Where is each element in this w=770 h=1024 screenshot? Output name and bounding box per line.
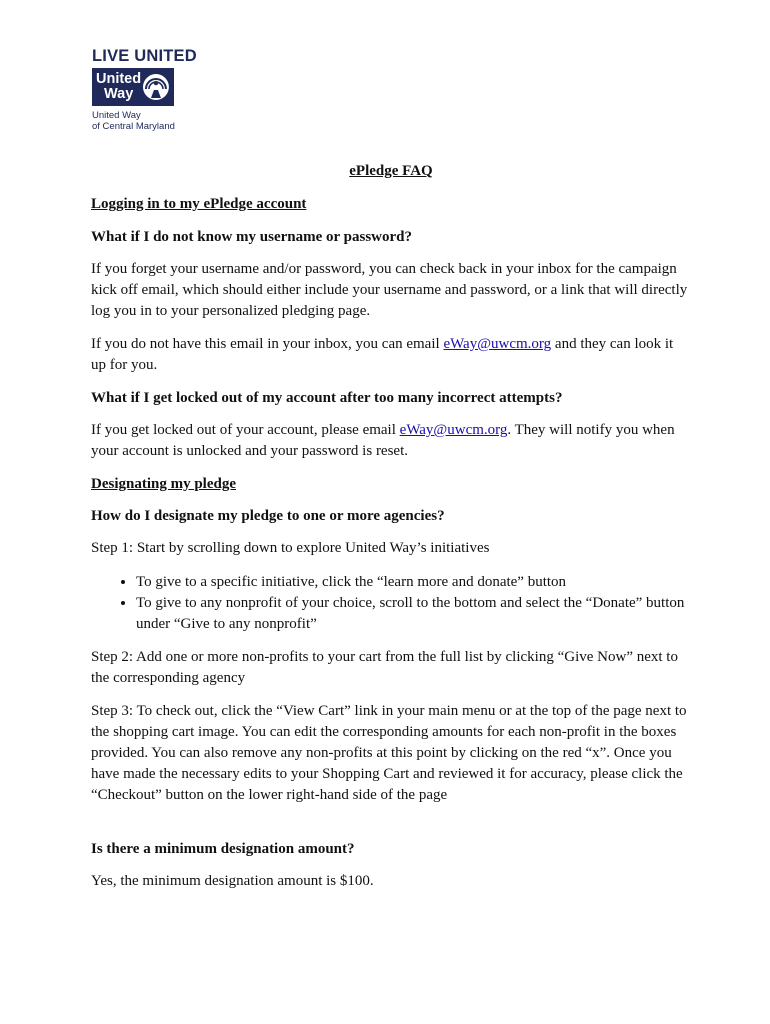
hand-rainbow-icon: [141, 72, 171, 102]
answer-minimum: Yes, the minimum designation amount is $100.: [91, 873, 374, 889]
section-heading-designating: Designating my pledge: [91, 476, 237, 492]
logo-subtitle: [92, 110, 212, 132]
step-2: Step 2: Add one or more non-profits to your cart from the full list by clicking “Give Now” next to the corresponding agency: [91, 649, 678, 686]
logo-box-line2: Way: [104, 86, 134, 102]
document-body: [91, 161, 691, 892]
section-heading-login: Logging in to my ePledge account: [91, 196, 307, 212]
answer-username-password: If you forget your username and/or password, you can check back in your inbox for the campaign kick off email, which should either include your username and password, or a link that will directly log you in to your personalized pledging page.: [91, 261, 688, 319]
logo-tagline: LIVE UNITED: [92, 47, 197, 65]
email-link[interactable]: eWay@uwcm.org: [443, 336, 552, 352]
answer-email-contact: If you do not have this email in your inbox, you can email eWay@uwcm.org and they can look it up for you.: [91, 336, 674, 373]
list-item: • To give to any nonprofit of your choice, scroll to the bottom and select the “Donate” button under “Give to any nonprofit”: [136, 593, 691, 635]
email-link[interactable]: eWay@uwcm.org: [399, 422, 508, 438]
question-designate: How do I designate my pledge to one or more agencies?: [91, 508, 445, 524]
logo-sub-line1: United Way: [92, 110, 141, 121]
step-1: Step 1: Start by scrolling down to explore United Way’s initiatives: [91, 540, 490, 556]
answer-locked-out: If you get locked out of your account, please email eWay@uwcm.org. They will notify you when your account is unlocked and your password is reset.: [91, 422, 675, 459]
logo-box-line1: United: [96, 71, 142, 87]
logo-badge: [92, 68, 174, 106]
list-item: • To give to a specific initiative, click the “learn more and donate” button: [136, 572, 691, 593]
question-locked-out: What if I get locked out of my account after too many incorrect attempts?: [91, 390, 563, 406]
logo-sub-line2: of Central Maryland: [92, 121, 175, 132]
united-way-logo: [92, 46, 212, 132]
step-3: Step 3: To check out, click the “View Cart” link in your main menu or at the top of the page next to the shopping cart image. You can edit the corresponding amounts for each non-profit in the boxes provided. You can also remove any non-profits at this point by clicking on the red “x”. Once you have made the necessary edits to your Shopping Cart and reviewed it for accuracy, please click the “Checkout” button on the lower right-hand side of the page: [91, 703, 687, 803]
page-title: ePledge FAQ: [349, 163, 433, 179]
question-minimum: Is there a minimum designation amount?: [91, 841, 355, 857]
question-username-password: What if I do not know my username or password?: [91, 229, 413, 245]
step-1-bullets: [91, 572, 691, 635]
